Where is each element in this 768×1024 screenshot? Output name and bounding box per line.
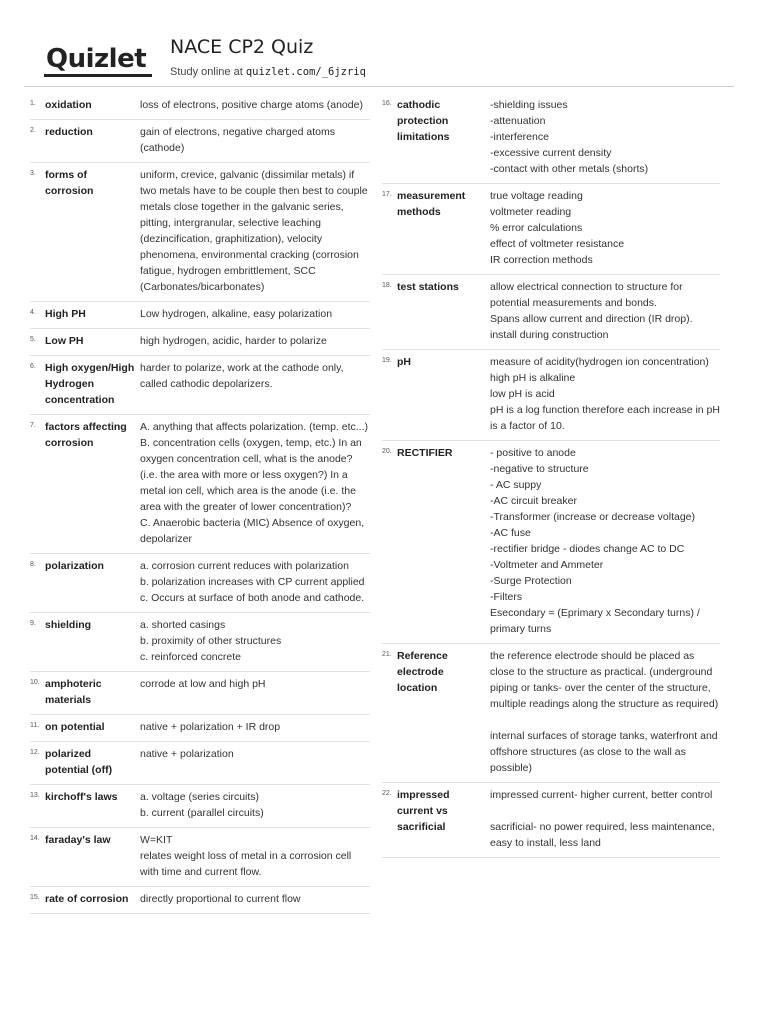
term-label: polarized potential (off)	[45, 748, 113, 776]
term-row	[30, 613, 370, 672]
term-label: High PH	[45, 308, 86, 320]
term-label: rate of corrosion	[45, 893, 129, 905]
term-label: measurement methods	[397, 190, 466, 218]
term-row	[30, 742, 370, 785]
term-label: reduction	[45, 126, 93, 138]
term-row	[382, 275, 720, 350]
term-number: 15.	[30, 894, 40, 901]
right-column	[382, 93, 720, 858]
term-definition: uniform, crevice, galvanic (dissimilar metals) if two metals have to be couple then best to couple metals close together in the galvanic series, pitting, intergranular, selective leaching (dezincification, graphitization), velocity phenomena, environmental cracking (corrosion fatigue, hydrogen embrittlement, SCC (Carbonates/bicarbonates)	[140, 169, 368, 293]
term-row	[30, 163, 370, 302]
term-row	[382, 783, 720, 858]
term-definition: true voltage reading voltmeter reading % error calculations effect of voltmeter resistance IR correction methods	[490, 190, 625, 266]
subtitle	[170, 66, 366, 78]
page-title: NACE CP2 Quiz	[170, 36, 314, 58]
term-label: factors affecting corrosion	[45, 421, 127, 449]
header	[0, 0, 768, 86]
term-definition: impressed current- higher current, better control sacrificial- no power required, less maintenance, easy to install, less land	[490, 789, 715, 849]
term-number: 19.	[382, 357, 392, 364]
logo-underline	[44, 74, 152, 77]
term-definition: high hydrogen, acidic, harder to polarize	[140, 335, 327, 347]
term-label: cathodic protection limitations	[397, 99, 450, 143]
term-label: polarization	[45, 560, 104, 572]
term-number: 10.	[30, 679, 40, 686]
term-row	[382, 350, 720, 441]
term-row	[382, 644, 720, 783]
term-row	[30, 785, 370, 828]
term-row	[30, 302, 370, 329]
term-number: 2.	[30, 127, 36, 134]
term-definition: native + polarization + IR drop	[140, 721, 281, 733]
header-divider	[24, 86, 734, 87]
left-column	[30, 93, 370, 914]
term-label: test stations	[397, 281, 459, 293]
term-row	[30, 120, 370, 163]
term-definition: allow electrical connection to structure for potential measurements and bonds. Spans allow current and direction (IR drop). install during construction	[490, 281, 693, 341]
term-number: 8.	[30, 561, 36, 568]
term-label: Low PH	[45, 335, 84, 347]
term-definition: A. anything that affects polarization. (temp. etc...) B. concentration cells (oxygen, temp, etc.) In an oxygen concentration cell, what is the anode? (i.e. the area with more or less oxygen?) In a metal ion cell, which area is the anode (i.e. the area with the greater of lower concentration)? C. Anaerobic bacteria (MIC) Absence of oxygen, depolarizer	[140, 421, 369, 545]
term-number: 12.	[30, 749, 40, 756]
term-definition: measure of acidity(hydrogen ion concentration) high pH is alkaline low pH is acid pH is a log function therefore each increase in pH is a factor of 10.	[490, 356, 720, 432]
term-definition: directly proportional to current flow	[140, 893, 301, 905]
term-number: 16.	[382, 100, 392, 107]
term-definition: gain of electrons, negative charged atoms (cathode)	[140, 126, 335, 154]
term-row	[382, 93, 720, 184]
term-label: on potential	[45, 721, 105, 733]
term-label: shielding	[45, 619, 92, 631]
term-row	[382, 184, 720, 275]
term-row	[382, 441, 720, 644]
term-number: 20.	[382, 448, 392, 455]
term-definition: a. corrosion current reduces with polarization b. polarization increases with CP current applied c. Occurs at surface of both anode and cathode.	[140, 560, 365, 604]
term-row	[30, 554, 370, 613]
term-label: Reference electrode location	[397, 650, 448, 694]
term-label: oxidation	[45, 99, 92, 111]
term-label: pH	[397, 356, 411, 368]
term-row	[30, 93, 370, 120]
term-label: RECTIFIER	[397, 447, 453, 459]
term-label: kirchoff's laws	[45, 791, 118, 803]
term-label: faraday's law	[45, 834, 111, 846]
term-number: 13.	[30, 792, 40, 799]
term-definition: corrode at low and high pH	[140, 678, 266, 690]
term-definition: loss of electrons, positive charge atoms (anode)	[140, 99, 363, 111]
term-row	[30, 356, 370, 415]
term-definition: Low hydrogen, alkaline, easy polarization	[140, 308, 333, 320]
term-number: 22.	[382, 790, 392, 797]
term-row	[30, 415, 370, 554]
study-url: quizlet.com/_6jzriq	[245, 66, 366, 78]
term-definition: W=KIT relates weight loss of metal in a corrosion cell with time and current flow.	[140, 834, 352, 878]
term-label: forms of corrosion	[45, 169, 94, 197]
term-number: 11.	[30, 722, 40, 729]
term-number: 4.	[30, 309, 36, 316]
term-definition: a. voltage (series circuits) b. current (parallel circuits)	[140, 791, 264, 819]
term-number: 18.	[382, 282, 392, 289]
term-number: 7.	[30, 422, 36, 429]
quizlet-logo: Quizlet	[46, 44, 147, 74]
term-definition: a. shorted casings b. proximity of other structures c. reinforced concrete	[140, 619, 282, 663]
term-number: 6.	[30, 363, 36, 370]
term-number: 17.	[382, 191, 392, 198]
term-label: impressed current vs sacrificial	[397, 789, 450, 833]
term-definition: the reference electrode should be placed as close to the structure as practical. (underground piping or tanks- over the center of the structure, multiple readings along the structure as required) internal surfaces of storage tanks, waterfront and offshore structures (as close to the wall as possible)	[490, 650, 719, 774]
term-number: 9.	[30, 620, 36, 627]
term-label: amphoteric materials	[45, 678, 102, 706]
term-row	[30, 715, 370, 742]
term-row	[30, 828, 370, 887]
term-row	[30, 887, 370, 914]
term-number: 14.	[30, 835, 40, 842]
term-label: High oxygen/High Hydrogen concentration	[45, 362, 135, 406]
subtitle-prefix: Study online at	[170, 66, 246, 78]
term-definition: -shielding issues -attenuation -interference -excessive current density -contact with other metals (shorts)	[490, 99, 649, 175]
term-number: 3.	[30, 170, 36, 177]
term-definition: harder to polarize, work at the cathode only, called cathodic depolarizers.	[140, 362, 344, 390]
term-number: 1.	[30, 100, 36, 107]
term-number: 5.	[30, 336, 36, 343]
term-definition: native + polarization	[140, 748, 234, 760]
term-row	[30, 672, 370, 715]
term-number: 21.	[382, 651, 392, 658]
term-definition: - positive to anode -negative to structure - AC suppy -AC circuit breaker -Transformer (increase or decrease voltage) -AC fuse -rectifier bridge - diodes change AC to DC -Voltmeter and Ammeter -Surge Protection -Filters Esecondary = (Eprimary x Secondary turns) / primary turns	[490, 447, 700, 635]
term-row	[30, 329, 370, 356]
